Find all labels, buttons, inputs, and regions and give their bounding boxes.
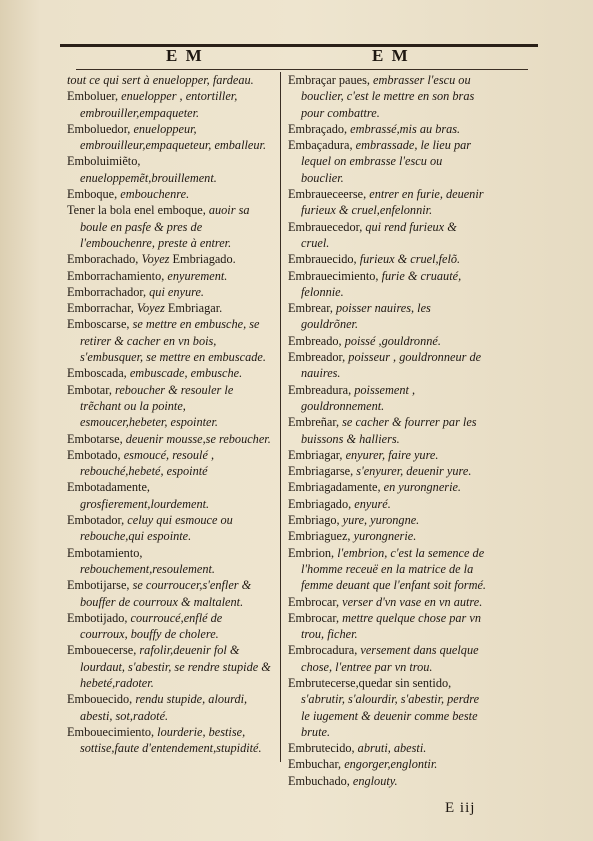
right-running-head: E M: [372, 46, 410, 65]
definition: enueloppemẽt,brouillement.: [80, 170, 217, 185]
headword: Embotador,: [67, 513, 128, 528]
definition: verser d'vn vase en vn autre.: [342, 594, 483, 609]
headword: Embouecimiento,: [67, 724, 158, 739]
definition: embrassade, le lieu par lequel on embrasse l'escu ou bouclier.: [301, 138, 472, 185]
definition: enyurement.: [167, 268, 228, 283]
cross-reference: Embriagado.: [169, 252, 236, 267]
headword: Emborrachador,: [67, 284, 150, 299]
headword: Emboluimiẽto,: [67, 154, 141, 169]
definition: embrassé,mis au bras.: [350, 121, 461, 136]
dictionary-entry: [288, 512, 488, 528]
headword: Embotadamente,: [67, 480, 150, 495]
dictionary-entry: [67, 121, 272, 154]
dictionary-entry: [67, 202, 272, 251]
headword: Embrauecedor,: [288, 219, 366, 234]
dictionary-entry: [67, 382, 272, 431]
headword: Tener la bola enel emboque,: [67, 203, 209, 218]
definition: poisser nauires, les gouldrõner.: [301, 301, 431, 332]
definition: embrasser l'escu ou bouclier, c'est le mettre en son bras pour combattre.: [301, 73, 475, 120]
cross-reference: Embriagar.: [164, 301, 223, 316]
signature-mark: E iij: [445, 800, 476, 816]
headword: Emborachado,: [67, 252, 142, 267]
dictionary-entry: [288, 414, 488, 447]
headword: Embreado,: [288, 333, 345, 348]
dictionary-entry: [288, 773, 488, 789]
dictionary-entry: [288, 756, 488, 772]
headword: Emboscada,: [67, 366, 130, 381]
definition: tout ce qui sert à enuelopper, fardeau.: [67, 73, 254, 87]
dictionary-entry: [67, 153, 272, 186]
dictionary-entry: [288, 496, 488, 512]
definition: courroucé,enflé de courroux, bouffy de cholere.: [80, 610, 223, 642]
definition: mettre quelque chose par vn trou, ficher.: [301, 610, 482, 642]
dictionary-entry: [67, 447, 272, 480]
definition: en yurongnerie.: [383, 480, 462, 495]
dictionary-entry: [67, 512, 272, 545]
headword: Emboluer,: [67, 89, 122, 104]
dictionary-entry: [67, 88, 272, 121]
headword: Embotijarse,: [67, 578, 133, 593]
definition: enyurer, faire yure.: [345, 447, 439, 462]
dictionary-entry: [67, 724, 272, 757]
definition: yure, yurongne.: [342, 513, 420, 528]
definition: embuscade, embusche.: [129, 366, 243, 381]
headword: Embouecido,: [67, 692, 136, 707]
definition: engorger,englontir.: [344, 757, 438, 772]
headword: Embrocadura,: [288, 643, 361, 658]
definition: englouty.: [352, 773, 398, 788]
dictionary-entry: [67, 691, 272, 724]
definition: abruti, abesti.: [357, 741, 427, 756]
headword: Embrutecido,: [288, 741, 358, 756]
headword: Embriago,: [288, 513, 343, 528]
headword: Emboque,: [67, 187, 121, 202]
dictionary-entry: [67, 316, 272, 365]
headword: Embotamiento,: [67, 545, 143, 560]
definition: qui enyure.: [149, 284, 205, 299]
definition: embouchenre.: [120, 187, 190, 202]
definition: s'enyurer, deuenir yure.: [356, 464, 472, 479]
definition: versement dans quelque chose, l'entree par vn trou.: [301, 643, 479, 674]
definition: s'abrutir, s'alourdir, s'abestir, perdre le iugement & deuenir comme beste brute.: [301, 692, 480, 739]
definition: entrer en furie, deuenir furieux & cruel,enfelonnir.: [301, 187, 484, 218]
dictionary-entry: [67, 365, 272, 381]
dictionary-entry: [67, 251, 272, 267]
definition: enueloppeur, embrouilleur,empaqueteur, emballeur.: [80, 121, 267, 153]
definition: enyuré.: [354, 496, 391, 511]
definition: poissé ,gouldronné.: [344, 333, 441, 348]
headword: Embotado,: [67, 447, 124, 462]
dictionary-entry: [288, 121, 488, 137]
dictionary-entry: [288, 594, 488, 610]
headword: Embrutecerse,quedar sin sentido,: [288, 675, 452, 690]
definition: rafolir,deuenir fol & lourdaut, s'abestir, se rendre stupide & hebeté,radoter.: [80, 643, 271, 690]
headword: Embreñar,: [288, 415, 343, 430]
definition: se mettre en embusche, se retirer & cacher en vn bois, s'embusquer, se mettre en embuscade.: [80, 317, 266, 365]
dictionary-entry: [288, 219, 488, 252]
headword: Embriaguez,: [288, 529, 354, 544]
headword: Embriagar,: [288, 447, 346, 462]
dictionary-entry: [288, 740, 488, 756]
definition: auoir sa boule en pasfe & pres de l'embouchenre, preste à entrer.: [80, 203, 250, 250]
definition: furie & cruauté, felonnie.: [301, 268, 462, 299]
dictionary-entry: [288, 545, 488, 594]
dictionary-entry: [288, 251, 488, 267]
dictionary-entry: [67, 431, 272, 447]
dictionary-entry: [288, 137, 488, 186]
headword: Embuchar,: [288, 757, 345, 772]
top-rule: [60, 44, 538, 47]
definition: poisseur , gouldronneur de nauires.: [301, 350, 482, 381]
dictionary-entry: [67, 72, 272, 88]
definition: rebouchement,resoulement.: [80, 561, 215, 576]
definition: Voyez: [141, 252, 170, 267]
dictionary-entry: [67, 479, 272, 512]
definition: poissement , gouldronnement.: [301, 382, 416, 413]
definition: deuenir mousse,se reboucher.: [125, 431, 271, 446]
definition: enuelopper , entortiller, embrouiller,empaqueter.: [80, 89, 238, 120]
headword: Embrauecimiento,: [288, 268, 382, 283]
headword: Emborrachar,: [67, 301, 137, 316]
headword: Embraçar paues,: [288, 73, 374, 87]
dictionary-entry: [67, 642, 272, 691]
headword: Embrocar,: [288, 610, 343, 625]
headword: Embraueceerse,: [288, 187, 370, 202]
definition: qui rend furieux & cruel.: [301, 219, 457, 250]
definition: yurongnerie.: [353, 529, 417, 544]
dictionary-entry: [288, 463, 488, 479]
dictionary-entry: [67, 545, 272, 578]
definition: l'embrion, c'est la semence de l'homme receuë en la matrice de la femme deuant que l'enfant soit formé.: [301, 545, 486, 593]
headword: Embouecerse,: [67, 643, 140, 658]
headword: Embotarse,: [67, 431, 126, 446]
dictionary-entry: [288, 72, 488, 121]
definition: lourderie, bestise, sottise,faute d'entendement,stupidité.: [80, 724, 262, 756]
dictionary-entry: [288, 528, 488, 544]
definition: celuy qui esmouce ou rebouche,qui espointe.: [80, 513, 233, 544]
headword: Embreadura,: [288, 382, 355, 397]
definition: se cacher & fourrer par les buissons & halliers.: [301, 415, 477, 446]
dictionary-entry: [288, 268, 488, 301]
dictionary-entry: [288, 349, 488, 382]
left-column: [67, 72, 272, 756]
headword: Embreador,: [288, 350, 349, 365]
dictionary-entry: [67, 186, 272, 202]
header-rule: [76, 69, 528, 70]
right-column: [288, 72, 488, 789]
definition: reboucher & resouler le trẽchant ou la pointe, esmoucer,hebeter, espointer.: [80, 382, 234, 430]
headword: Embrion,: [288, 545, 338, 560]
dictionary-entry: [67, 268, 272, 284]
left-running-head: E M: [166, 46, 204, 65]
headword: Embuchado,: [288, 773, 353, 788]
dictionary-entry: [288, 479, 488, 495]
definition: rendu stupide, alourdi, abesti, sot,radoté.: [80, 692, 248, 723]
definition: esmoucé, resoulé , rebouché,hebeté, espointé: [80, 447, 215, 479]
dictionary-entry: [288, 300, 488, 333]
headword: Embrear,: [288, 301, 336, 316]
headword: Embaçadura,: [288, 138, 356, 153]
definition: Voyez: [136, 301, 165, 316]
dictionary-entry: [288, 186, 488, 219]
headword: Embriagado,: [288, 496, 355, 511]
headword: Emboluedor,: [67, 121, 134, 136]
dictionary-entry: [288, 642, 488, 675]
headword: Embotar,: [67, 382, 115, 397]
dictionary-entry: [288, 333, 488, 349]
dictionary-entry: [288, 382, 488, 415]
definition: furieux & cruel,felõ.: [359, 252, 461, 267]
headword: Embriagarse,: [288, 464, 357, 479]
definition: grosfierement,lourdement.: [80, 496, 210, 511]
dictionary-entry: [67, 610, 272, 643]
headword: Embrocar,: [288, 594, 343, 609]
dictionary-entry: [67, 284, 272, 300]
dictionary-entry: [67, 577, 272, 610]
headword: Embraçado,: [288, 121, 351, 136]
column-divider: [280, 72, 281, 762]
headword: Emboscarse,: [67, 317, 133, 332]
headword: Emborrachamiento,: [67, 268, 168, 283]
definition: se courroucer,s'enfler & bouffer de courroux & maltalent.: [80, 578, 252, 609]
headword: Embriagadamente,: [288, 480, 384, 495]
headword: Embotijado,: [67, 610, 131, 625]
dictionary-entry: [288, 610, 488, 643]
headword: Embrauecido,: [288, 252, 360, 267]
dictionary-entry: [288, 447, 488, 463]
dictionary-entry: [67, 300, 272, 316]
dictionary-entry: [288, 675, 488, 740]
